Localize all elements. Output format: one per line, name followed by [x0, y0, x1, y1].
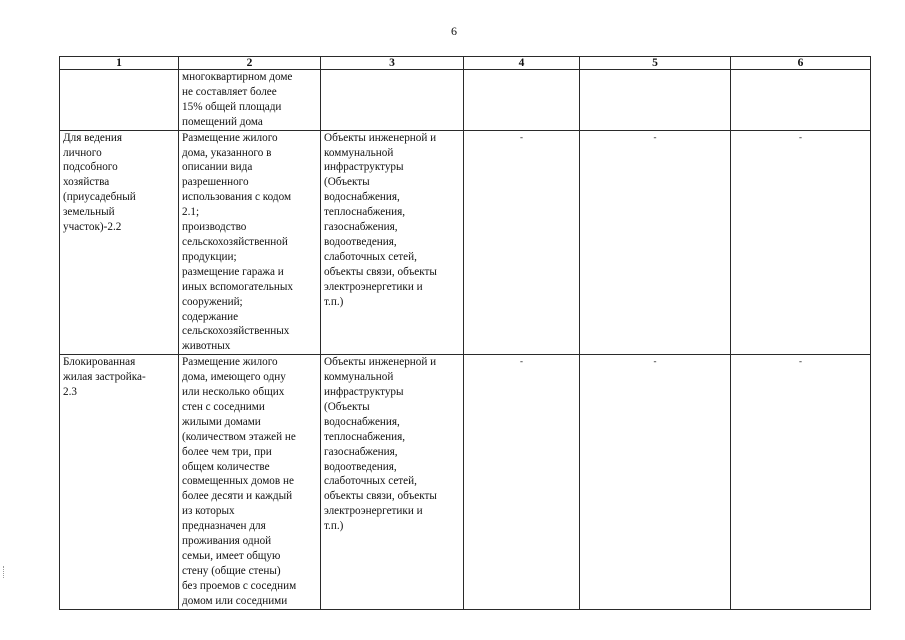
table-header-row	[60, 57, 871, 70]
cell-col4	[464, 130, 580, 355]
cell-use-type	[60, 355, 179, 609]
cell-col5	[580, 355, 731, 609]
cell-text: -	[520, 131, 523, 142]
cell-col4	[464, 70, 580, 131]
cell-col6	[731, 130, 871, 355]
cell-text: Блокированная жилая застройка- 2.3	[63, 356, 146, 399]
cell-col5	[580, 130, 731, 355]
cell-text: -	[653, 356, 657, 367]
cell-description	[179, 355, 321, 609]
cell-auxiliary-uses	[321, 130, 464, 355]
cell-description	[179, 130, 321, 355]
column-header-2: 2	[179, 57, 321, 70]
cell-text: -	[520, 356, 523, 367]
cell-text: многоквартирном доме не составляет более 15% общей площади помещений дома	[182, 71, 293, 128]
cell-col5	[580, 70, 731, 131]
page-number: 6	[451, 24, 457, 38]
column-header-1: 1	[60, 57, 179, 70]
table-row-continuation	[60, 70, 871, 131]
cell-text: -	[799, 356, 802, 367]
column-header-5: 5	[580, 57, 731, 70]
cell-use-type	[60, 70, 179, 131]
cell-col4	[464, 355, 580, 609]
cell-text: Размещение жилого дома, имеющего одну или несколько общих стен с соседними жилыми домами (количеством этажей не более чем три, при общем количестве совмещенных домов не более десяти и каждый из которых предназначен для проживания одной семьи, имеет общую стену (общие стены) без проемов с соседним домом или соседними	[182, 356, 297, 607]
cell-text: -	[799, 131, 802, 142]
column-header-6: 6	[731, 57, 871, 70]
cell-text: Размещение жилого дома, указанного в описании вида разрешенного использования с кодом 2.1; производство сельскохозяйственной продукции; размещение гаража и иных вспомогательных сооружений; содержание сельскохозяйственных животных	[182, 131, 294, 353]
table-row-blocked-housing	[60, 355, 871, 609]
cell-auxiliary-uses	[321, 355, 464, 609]
cell-col6	[731, 70, 871, 131]
cell-auxiliary-uses	[321, 70, 464, 131]
cell-text: Для ведения личного подсобного хозяйства (приусадебный земельный участок)-2.2	[63, 131, 136, 234]
scan-edge-mark	[3, 566, 7, 578]
cell-text: -	[653, 131, 657, 142]
cell-use-type	[60, 130, 179, 355]
cell-col6	[731, 355, 871, 609]
column-header-4: 4	[464, 57, 580, 70]
cell-text: Объекты инженерной и коммунальной инфраструктуры (Объекты водоснабжения, теплоснабжения, газоснабжения, водоотведения, слаботочных сетей, объекты связи, объекты электроэнергетики и т.п.)	[324, 356, 437, 533]
regulations-table	[59, 56, 871, 610]
column-header-3: 3	[321, 57, 464, 70]
cell-text: Объекты инженерной и коммунальной инфраструктуры (Объекты водоснабжения, теплоснабжения, газоснабжения, водоотведения, слаботочных сетей, объекты связи, объекты электроэнергетики и т.п.)	[324, 131, 437, 308]
table-row-personal-farming	[60, 130, 871, 355]
cell-description	[179, 70, 321, 131]
